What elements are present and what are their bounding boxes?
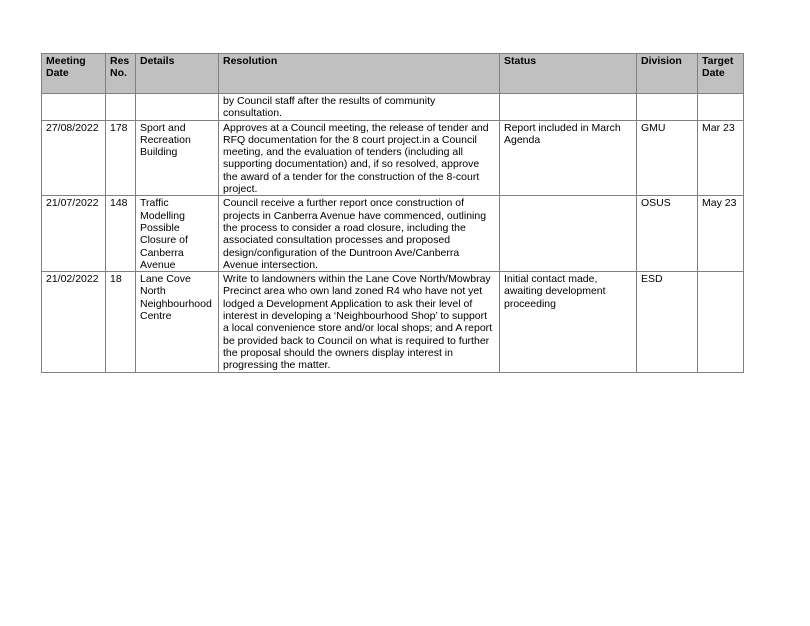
cell-meeting-date: 21/07/2022 [42,196,106,272]
cell-res-no: 18 [106,272,136,372]
cell-division: GMU [637,120,698,196]
col-header-resolution: Resolution [219,54,500,94]
cell-meeting-date: 21/02/2022 [42,272,106,372]
cell-division: OSUS [637,196,698,272]
cell-target-date: May 23 [698,196,744,272]
cell-resolution: Write to landowners within the Lane Cove North/Mowbray Precinct area who own land zoned R4 who have not yet lodged a Development Application to ask their level of interest in developing a ‘Neighbourhood Shop’ to support a local convenience store and/or local shops; and A report be provided back to Council on what is required to further the proposal should the owners display interest in progressing the matter. [219,272,500,372]
cell-status [500,94,637,121]
table-row-continuation [42,94,744,121]
col-header-target-date: Target Date [698,54,744,94]
col-header-res-no: Res No. [106,54,136,94]
cell-res-no: 148 [106,196,136,272]
cell-resolution: Approves at a Council meeting, the release of tender and RFQ documentation for the 8 court project.in a Council meeting, and the evaluation of tenders (including all supporting documentation) and, if so resolved, approve the award of a tender for the construction of the 8-court project. [219,120,500,196]
cell-status: Report included in March Agenda [500,120,637,196]
col-header-details: Details [136,54,219,94]
cell-details: Traffic Modelling Possible Closure of Canberra Avenue [136,196,219,272]
col-header-division: Division [637,54,698,94]
cell-res-no [106,94,136,121]
table-row [42,120,744,196]
cell-res-no: 178 [106,120,136,196]
cell-status: Initial contact made, awaiting development proceeding [500,272,637,372]
col-header-status: Status [500,54,637,94]
cell-details: Sport and Recreation Building [136,120,219,196]
cell-meeting-date: 27/08/2022 [42,120,106,196]
table-row [42,196,744,272]
cell-resolution: Council receive a further report once construction of projects in Canberra Avenue have commenced, outlining the process to consider a road closure, including the associated consultation processes and proposed design/configuration of the Duntroon Ave/Canberra Avenue intersection. [219,196,500,272]
cell-division [637,94,698,121]
cell-details [136,94,219,121]
col-header-meeting-date: Meeting Date [42,54,106,94]
cell-target-date [698,272,744,372]
cell-target-date [698,94,744,121]
resolutions-table [41,53,744,373]
cell-division: ESD [637,272,698,372]
cell-details: Lane Cove North Neighbourhood Centre [136,272,219,372]
cell-meeting-date [42,94,106,121]
table-row [42,272,744,372]
cell-resolution: by Council staff after the results of community consultation. [219,94,500,121]
cell-status [500,196,637,272]
table-header-row [42,54,744,94]
cell-target-date: Mar 23 [698,120,744,196]
